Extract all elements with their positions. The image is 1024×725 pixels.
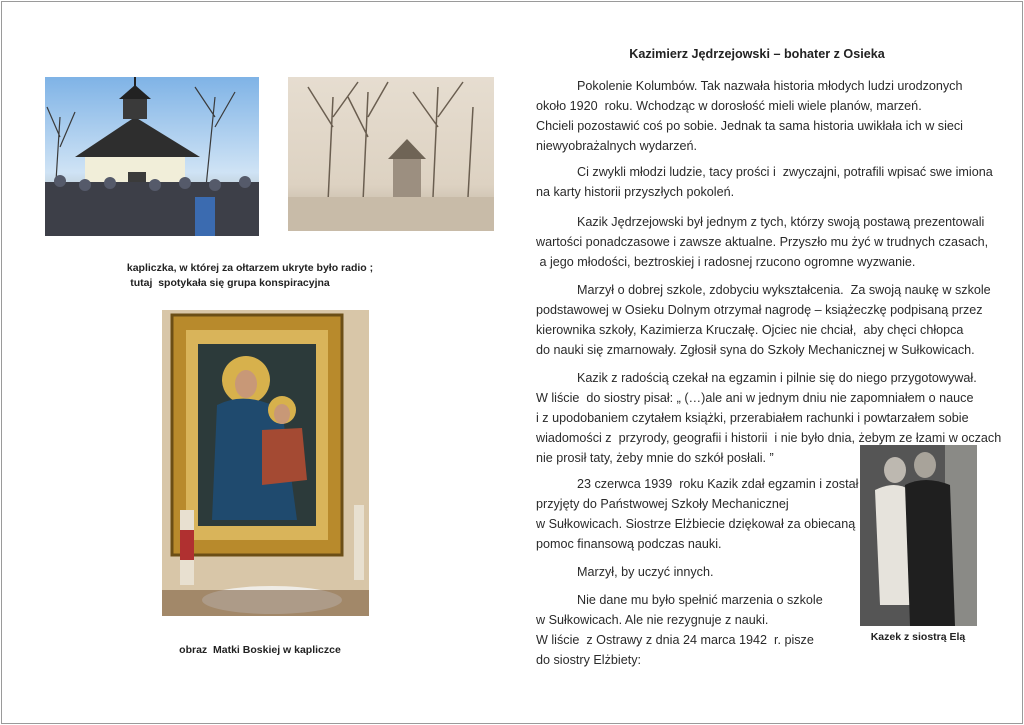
paragraph-8-line: w Sułkowicach. Ale nie rezygnuje z nauki.	[536, 613, 769, 627]
paragraph-5-line: W liście do siostry pisał: „ (…)ale ani w jednym dniu nie zapomniałem o nauce	[536, 391, 974, 405]
chapel-caption-line2: tutaj spotykała się grupa konspiracyjna	[130, 277, 330, 289]
paragraph-5-line: wiadomości z przyrody, geografii i historii i nie było dnia, żebym ze łzami w oczach	[536, 431, 1002, 445]
madonna-icon-photo	[162, 310, 369, 616]
paragraph-1-line: Pokolenie Kolumbów. Tak nazwała historia młodych ludzi urodzonych	[577, 79, 963, 93]
paragraph-3-line: Kazik Jędrzejowski był jednym z tych, którzy swoją postawą prezentowali	[577, 215, 985, 229]
paragraph-8-line: W liście z Ostrawy z dnia 24 marca 1942 r. pisze	[536, 633, 814, 647]
paragraph-5-line: Kazik z radością czekał na egzamin i pilnie się do niego przygotowywał.	[577, 371, 977, 385]
chapel-crowd-photo	[45, 77, 259, 236]
paragraph-8-line: Nie dane mu było spełnić marzenia o szkole	[577, 593, 823, 607]
paragraph-4-line: do nauki się zmarnowały. Zgłosił syna do Szkoły Mechanicznej w Sułkowicach.	[536, 343, 975, 357]
paragraph-7-line: Marzył, by uczyć innych.	[577, 565, 714, 579]
paragraph-6-line: pomoc finansową podczas nauki.	[536, 537, 722, 551]
siblings-caption: Kazek z siostrą Elą	[870, 631, 966, 643]
old-chapel-photo	[288, 77, 494, 231]
paragraph-1-line: Chcieli pozostawić coś po sobie. Jednak ta sama historia uwikłała ich w sieci	[536, 119, 963, 133]
paragraph-6-line: w Sułkowicach. Siostrze Elżbiecie dziękował za obiecaną	[536, 517, 856, 531]
paragraph-5-line: nie prosił taty, żeby mnie do szkół posłali. ”	[536, 451, 774, 465]
article-title: Kazimierz Jędrzejowski – bohater z Osieka	[629, 47, 885, 61]
paragraph-2-line: na karty historii przyszłych pokoleń.	[536, 185, 735, 199]
siblings-photo	[860, 445, 977, 626]
paragraph-2-line: Ci zwykli młodzi ludzie, tacy prości i zwyczajni, potrafili wpisać swe imiona	[577, 165, 993, 179]
paragraph-1-line: około 1920 roku. Wchodząc w dorosłość mieli wiele planów, marzeń.	[536, 99, 922, 113]
paragraph-3-line: a jego młodości, beztroskiej i radosnej rzucono ogromne wyzwanie.	[536, 255, 916, 269]
paragraph-6-line: przyjęty do Państwowej Szkoły Mechanicznej	[536, 497, 789, 511]
paragraph-4-line: podstawowej w Osieku Dolnym otrzymał nagrodę – książeczkę podpisaną przez	[536, 303, 983, 317]
paragraph-4-line: kierownika szkoły, Kazimierza Kruczałę. Ojciec nie chciał, aby chęci chłopca	[536, 323, 964, 337]
paragraph-4-line: Marzył o dobrej szkole, zdobyciu wykształcenia. Za swoją naukę w szkole	[577, 283, 991, 297]
paragraph-5-line: i z upodobaniem czytałem książki, przerabiałem rachunki i powtarzałem sobie	[536, 411, 969, 425]
paragraph-8-line: do siostry Elżbiety:	[536, 653, 641, 667]
paragraph-1-line: niewyobrażalnych wydarzeń.	[536, 139, 698, 153]
icon-caption: obraz Matki Boskiej w kapliczce	[179, 644, 341, 656]
paragraph-3-line: wartości ponadczasowe i zawsze aktualne. Przyszło mu żyć w trudnych czasach,	[536, 235, 989, 249]
paragraph-6-line: 23 czerwca 1939 roku Kazik zdał egzamin i został	[577, 477, 859, 491]
chapel-caption-line1: kapliczka, w której za ołtarzem ukryte było radio ;	[126, 262, 374, 274]
